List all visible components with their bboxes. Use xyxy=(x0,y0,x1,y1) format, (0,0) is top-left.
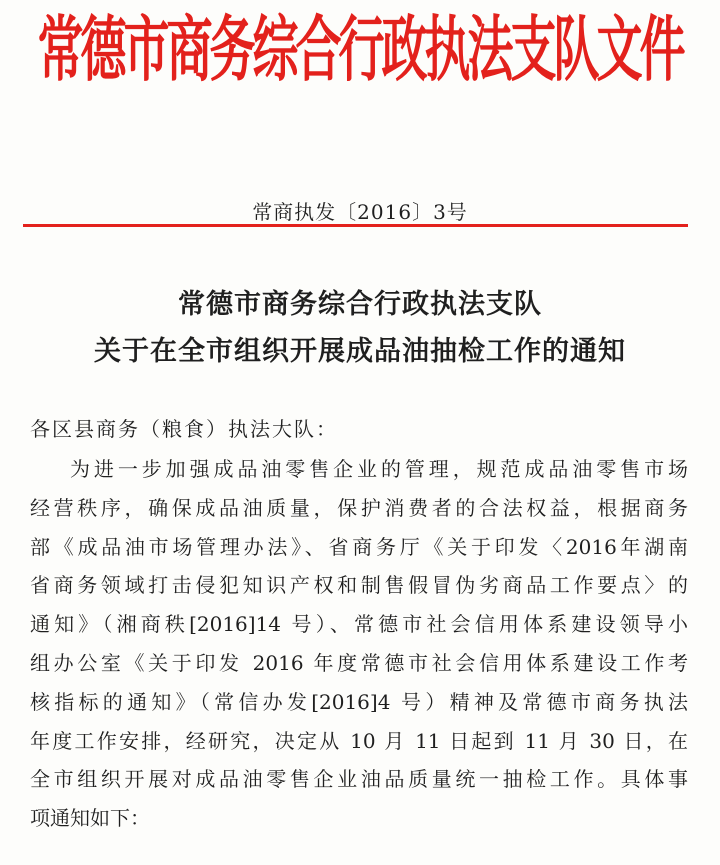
body-line: 核指标的通知》（常信办发[2016]4 号）精神及常德市商务执法 xyxy=(30,689,688,714)
body-line: 全市组织开展对成品油零售企业油品质量统一抽检工作。具体事 xyxy=(30,767,688,792)
salutation: 各区县商务（粮食）执法大队： xyxy=(30,417,338,441)
document-number: 常商执发〔2016〕3号 xyxy=(252,200,468,224)
document-header-title: 常德市商务综合行政执法支队文件 xyxy=(37,7,683,92)
body-line: 通知》（湘商秩[2016]14 号）、常德市社会信用体系建设领导小 xyxy=(30,612,688,637)
body-line: 为进一步加强成品油零售企业的管理，规范成品油零售市场 xyxy=(70,457,688,481)
body-line: 经营秩序，确保成品油质量，保护消费者的合法权益，根据商务 xyxy=(30,495,688,520)
body-line: 部《成品油市场管理办法》、省商务厅《关于印发〈2016年湖南 xyxy=(30,534,688,559)
body-paragraph xyxy=(30,450,688,838)
body-line: 年度工作安排，经研究，决定从 10 月 11 日起到 11 月 30 日，在 xyxy=(30,728,688,753)
red-divider-line xyxy=(23,224,688,227)
body-line: 组办公室《关于印发 2016 年度常德市社会信用体系建设工作考 xyxy=(30,650,688,675)
notice-title-line-2: 关于在全市组织开展成品油抽检工作的通知 xyxy=(94,336,626,367)
notice-title-line-1: 常德市商务综合行政执法支队 xyxy=(178,289,542,320)
body-line: 省商务领域打击侵犯知识产权和制售假冒伪劣商品工作要点〉的 xyxy=(30,573,688,598)
body-line: 项通知如下： xyxy=(30,806,150,831)
